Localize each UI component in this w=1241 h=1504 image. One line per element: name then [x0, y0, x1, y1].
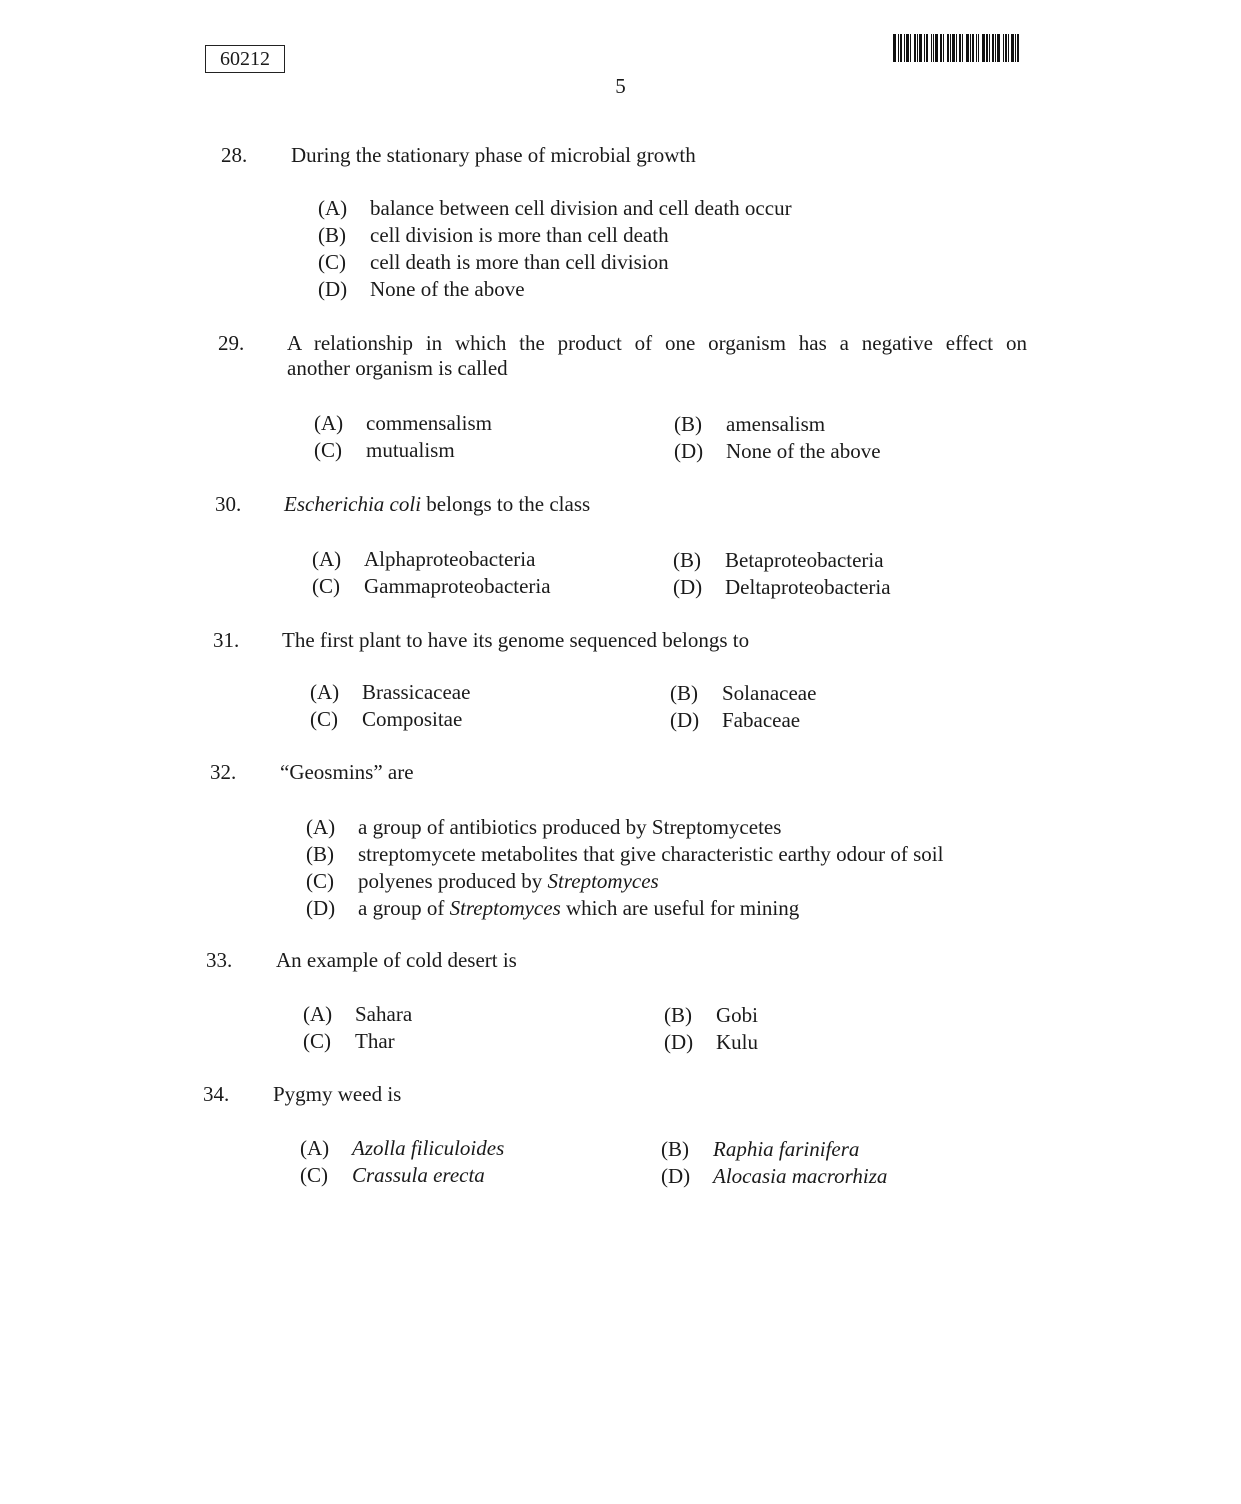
option-label: (C) — [300, 1163, 328, 1187]
option — [674, 411, 825, 438]
option — [318, 249, 669, 276]
option-label: (D) — [306, 896, 336, 920]
question-number: 33. — [206, 948, 233, 972]
option — [314, 437, 455, 464]
option-label: (A) — [318, 196, 348, 220]
paper-code-box: 60212 — [205, 45, 285, 73]
option — [312, 546, 535, 573]
option — [303, 1001, 412, 1028]
option-label: (C) — [306, 869, 334, 893]
question-number: 28. — [221, 143, 248, 167]
question-stem: The first plant to have its genome sequenced belongs to — [282, 628, 750, 652]
option-label: (B) — [674, 412, 702, 436]
barcode-icon — [893, 34, 1048, 62]
question-stem — [284, 492, 1034, 517]
option-label: (D) — [661, 1164, 691, 1188]
option — [312, 573, 551, 600]
option-text: polyenes produced by — [358, 869, 548, 893]
question-number: 29. — [218, 331, 245, 355]
option-text: Azolla filiculoides — [352, 1136, 505, 1160]
option-label: (D) — [670, 708, 700, 732]
option-text: Alphaproteobacteria — [364, 547, 536, 571]
option-label: (C) — [303, 1029, 331, 1053]
option-label: (C) — [314, 438, 342, 462]
option-label: (B) — [664, 1003, 692, 1027]
option — [664, 1029, 758, 1056]
question-stem: “Geosmins” are — [280, 760, 414, 784]
option-label: (D) — [673, 575, 703, 599]
question-number: 30. — [215, 492, 242, 516]
option-label: (A) — [303, 1002, 333, 1026]
option — [306, 814, 781, 841]
option-label: (A) — [312, 547, 342, 571]
option-label: (A) — [306, 815, 336, 839]
option-text: cell division is more than cell death — [370, 223, 669, 247]
option-label: (A) — [314, 411, 344, 435]
option — [310, 679, 470, 706]
option — [306, 868, 659, 895]
option-label: (B) — [670, 681, 698, 705]
option — [310, 706, 462, 733]
option-text: Brassicaceae — [362, 680, 471, 704]
option-text: Alocasia macrorhiza — [713, 1164, 888, 1188]
option-text: Thar — [355, 1029, 395, 1053]
option — [670, 707, 800, 734]
option-text: Deltaproteobacteria — [725, 575, 891, 599]
option-label: (B) — [306, 842, 334, 866]
option-text: a group of — [358, 896, 450, 920]
option-text: cell death is more than cell division — [370, 250, 669, 274]
option — [318, 276, 525, 303]
option-label: (C) — [310, 707, 338, 731]
option-text: Raphia farinifera — [713, 1137, 860, 1161]
option-label: (C) — [318, 250, 346, 274]
option — [314, 410, 492, 437]
question-stem: An example of cold desert is — [276, 948, 517, 972]
page-number: 5 — [615, 74, 626, 98]
question-stem: Pygmy weed is — [273, 1082, 402, 1106]
question-number: 32. — [210, 760, 237, 784]
question-stem-line: A relationship in which the product of one organism has a negative effect on — [287, 331, 1027, 355]
question-stem — [287, 331, 1027, 381]
option — [306, 895, 799, 922]
option-text: a group of antibiotics produced by Streptomycetes — [358, 815, 782, 839]
option-label: (A) — [300, 1136, 330, 1160]
option-text: Compositae — [362, 707, 463, 731]
option-text: Solanaceae — [722, 681, 817, 705]
option — [661, 1136, 859, 1163]
option-label: (C) — [312, 574, 340, 598]
option-text-after: which are useful for mining — [560, 896, 800, 920]
option-text: amensalism — [726, 412, 826, 436]
question-stem-text: belongs to the class — [421, 492, 591, 516]
option-text: Gobi — [716, 1003, 758, 1027]
option-label: (A) — [310, 680, 340, 704]
option — [670, 680, 816, 707]
option — [661, 1163, 887, 1190]
option-label: (B) — [661, 1137, 689, 1161]
option — [673, 547, 884, 574]
option-text: Gammaproteobacteria — [364, 574, 551, 598]
option-label: (B) — [673, 548, 701, 572]
option-text: Crassula erecta — [352, 1163, 485, 1187]
option-text: commensalism — [366, 411, 492, 435]
option-label: (D) — [664, 1030, 694, 1054]
option-text: balance between cell division and cell death occur — [370, 196, 792, 220]
option-text: streptomycete metabolites that give characteristic earthy odour of soil — [358, 842, 944, 866]
option — [303, 1028, 395, 1055]
question-number: 34. — [203, 1082, 230, 1106]
option-text-italic: Streptomyces — [547, 869, 659, 893]
option-text: None of the above — [726, 439, 881, 463]
option-text: None of the above — [370, 277, 525, 301]
option — [306, 841, 943, 868]
question-stem-italic: Escherichia coli — [284, 492, 422, 516]
question-stem-line: another organism is called — [287, 356, 508, 380]
option — [318, 195, 792, 222]
option — [300, 1162, 485, 1189]
option — [664, 1002, 758, 1029]
option-text: Kulu — [716, 1030, 758, 1054]
option — [673, 574, 891, 601]
option-text: Fabaceae — [722, 708, 801, 732]
option-text-italic: Streptomyces — [449, 896, 561, 920]
option-label: (D) — [674, 439, 704, 463]
option — [300, 1135, 504, 1162]
option-label: (B) — [318, 223, 346, 247]
option — [318, 222, 669, 249]
option-text: mutualism — [366, 438, 455, 462]
question-stem: During the stationary phase of microbial growth — [291, 143, 696, 167]
question-number: 31. — [213, 628, 240, 652]
option-label: (D) — [318, 277, 348, 301]
option-text: Sahara — [355, 1002, 413, 1026]
option — [674, 438, 881, 465]
option-text: Betaproteobacteria — [725, 548, 884, 572]
